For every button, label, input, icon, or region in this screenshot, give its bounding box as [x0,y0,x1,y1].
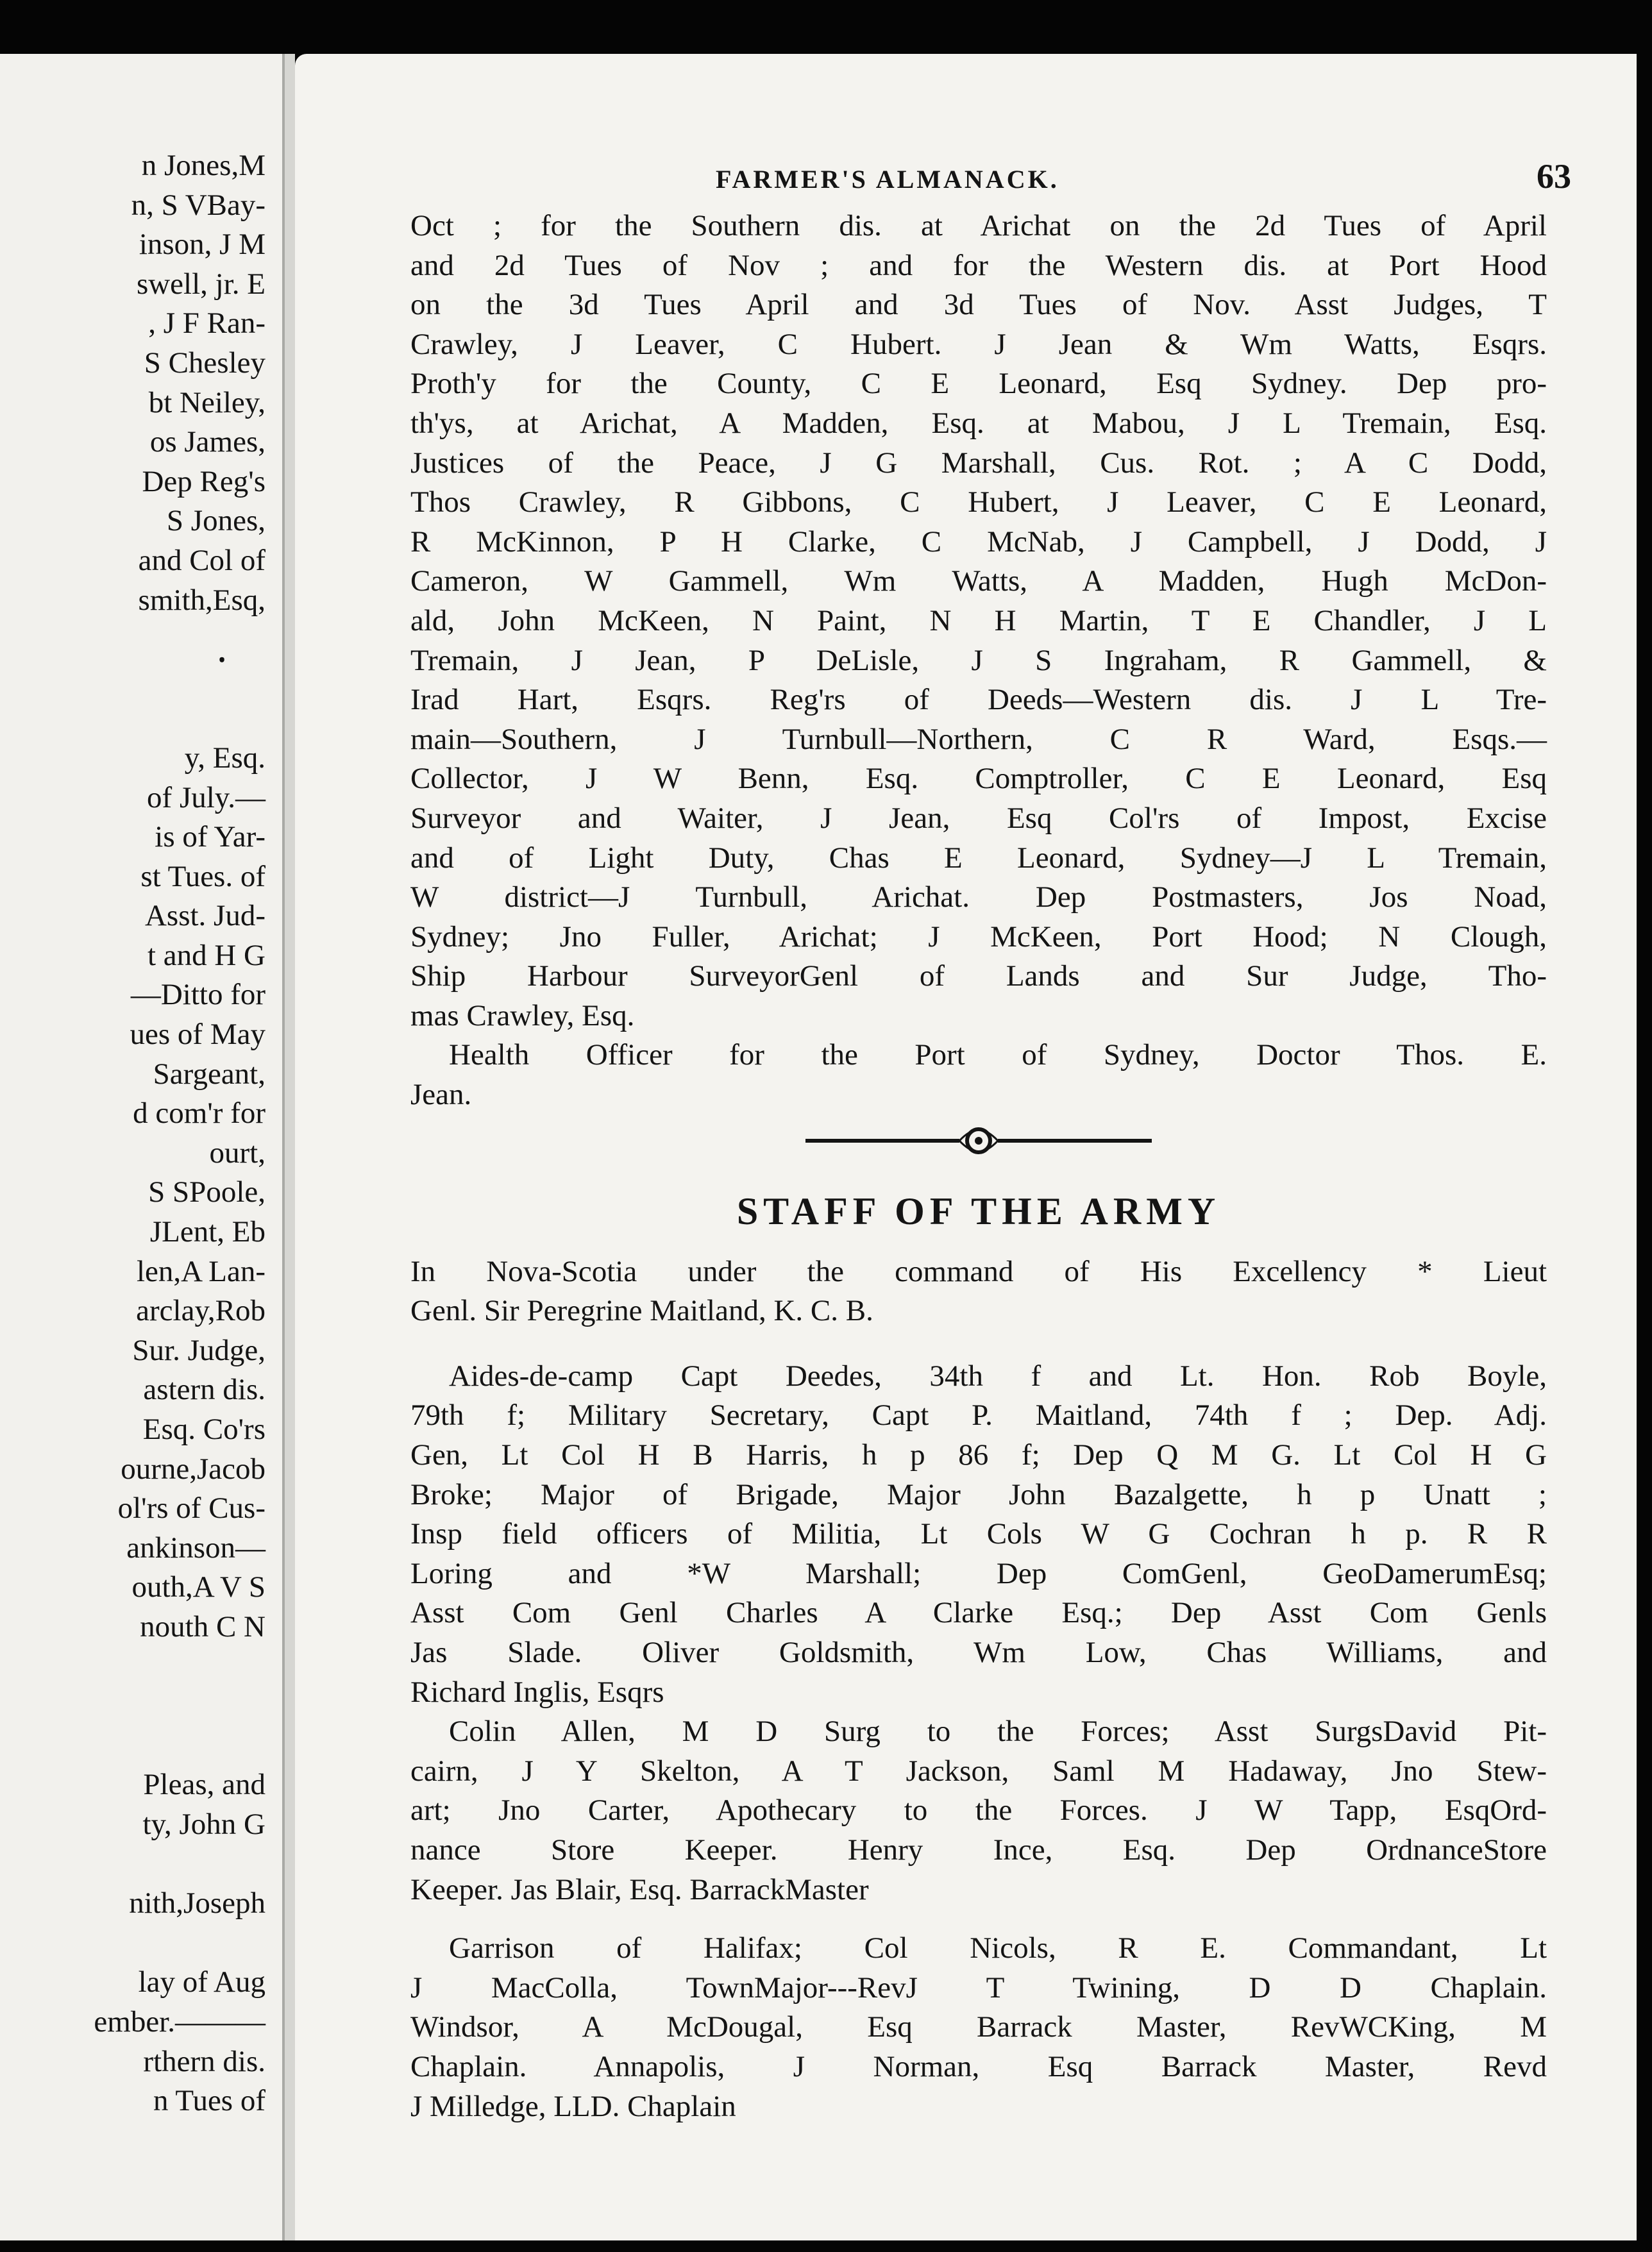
text-line: Irad Hart, Esqrs. Reg'rs of Deeds—Western dis. J L Tre- [410,683,1547,717]
previous-page-line: n, S VBay- [131,188,266,222]
previous-page-line: S Chesley [144,346,266,380]
previous-page-line: Dep Reg's [142,464,266,498]
text-line: Insp field officers of Militia, Lt Cols W G Cochran h p. R R [410,1517,1547,1551]
text-line: Colin Allen, M D Surg to the Forces; Asst SurgsDavid Pit- [449,1715,1547,1749]
text-line: Oct ; for the Southern dis. at Arichat on the 2d Tues of April [410,209,1547,242]
medical-ordnance-paragraph [410,1712,1547,1910]
previous-page-line: Esq. Co'rs [142,1413,266,1446]
previous-page-line [0,1845,266,1885]
text-line: and 2d Tues of Nov ; and for the Western dis. at Port Hood [410,248,1547,282]
page-body [410,206,1547,2126]
text-line: Asst Com Genl Charles A Clarke Esq.; Dep Asst Com Genls [410,1596,1547,1630]
text-line: Gen, Lt Col H B Harris, h p 86 f; Dep Q M G. Lt Col H G [410,1438,1547,1472]
previous-page-line: ty, John G [142,1807,266,1841]
text-line: Windsor, A McDougal, Esq Barrack Master, RevWCKing, M [410,2010,1547,2044]
text-line: mas Crawley, Esq. [410,998,635,1032]
text-line: W district—J Turnbull, Arichat. Dep Postmasters, Jos Noad, [410,880,1547,914]
previous-page-line: ues of May [130,1018,266,1052]
section-title: STAFF OF THE ARMY [736,1189,1221,1232]
text-line: Tremain, J Jean, P DeLisle, J S Ingraham, R Gammell, & [410,643,1547,677]
text-line: Thos Crawley, R Gibbons, C Hubert, J Leaver, C E Leonard, [410,485,1547,519]
previous-page-line: ol'rs of Cus- [117,1492,266,1525]
text-line: Sydney; Jno Fuller, Arichat; J McKeen, Port Hood; N Clough, [410,920,1547,954]
previous-page-line: bt Neiley, [148,385,266,419]
previous-page-line: ankinson— [126,1531,266,1565]
text-line: nance Store Keeper. Henry Ince, Esq. Dep OrdnanceStore [410,1833,1547,1867]
text-line: Health Officer for the Port of Sydney, Doctor Thos. E. [449,1038,1547,1072]
previous-page-line: os James, [149,425,266,459]
health-officer-paragraph [410,1036,1547,1114]
previous-page-line: d com'r for [133,1097,266,1130]
text-line: on the 3d Tues April and 3d Tues of Nov. Asst Judges, T [410,288,1547,322]
previous-page-line: astern dis. [143,1373,266,1407]
text-line: Crawley, J Leaver, C Hubert. J Jean & Wm Watts, Esqrs. [410,327,1547,361]
text-line: Loring and *W Marshall; Dep ComGenl, GeoDamerumEsq; [410,1556,1547,1590]
text-line: Broke; Major of Brigade, Major John Bazalgette, h p Unatt ; [410,1477,1547,1511]
previous-page-text [0,146,266,2121]
text-line: Collector, J W Benn, Esq. Comptroller, C E Leonard, Esq [410,762,1547,796]
previous-page-line: len,A Lan- [137,1254,266,1288]
text-line: Jean. [410,1078,472,1112]
text-line: cairn, J Y Skelton, A T Jackson, Saml M Hadaway, Jno Stew- [410,1754,1547,1788]
page-header [295,157,1637,203]
previous-page-line: smith,Esq, [138,583,266,617]
almanac-page [295,54,1637,2240]
previous-page-line: arclay,Rob [136,1294,266,1328]
previous-page-line: ourne,Jacob [121,1452,266,1486]
text-line: In Nova-Scotia under the command of His Excellency * Lieut [410,1254,1547,1288]
garrison-paragraph [410,1929,1547,2126]
previous-page-line: ourt, [209,1136,266,1170]
text-line: Chaplain. Annapolis, J Norman, Esq Barrack Master, Revd [410,2049,1547,2083]
previous-page-line: Sargeant, [153,1057,266,1091]
divider-ornament-icon [799,1122,1158,1160]
previous-page-line: Pleas, and [143,1768,266,1802]
text-line: ald, John McKeen, N Paint, N H Martin, T E Chandler, J L [410,603,1547,637]
previous-page-line: of July.— [147,780,266,814]
command-paragraph [410,1252,1547,1331]
running-head: FARMER'S ALMANACK. [716,165,1059,194]
previous-page-line [0,1924,266,1963]
previous-page-line: outh,A V S [131,1570,266,1604]
previous-page-line: S Jones, [166,504,266,538]
text-line: th'ys, at Arichat, A Madden, Esq. at Mabou, J L Tremain, Esq. [410,406,1547,440]
staff-paragraph [410,1357,1547,1712]
text-line: Keeper. Jas Blair, Esq. BarrackMaster [410,1872,869,1906]
text-line: and of Light Duty, Chas E Leonard, Sydney—J L Tremain, [410,841,1547,875]
previous-page-line: t and H G [147,938,266,972]
section-divider-ornament [410,1122,1547,1160]
previous-page-line: nouth C N [140,1609,266,1643]
text-line: Proth'y for the County, C E Leonard, Esq Sydney. Dep pro- [410,367,1547,401]
text-line: Surveyor and Waiter, J Jean, Esq Col'rs of Impost, Excise [410,801,1547,835]
text-line: main—Southern, J Turnbull—Northern, C R Ward, Esqs.— [410,722,1547,756]
text-line: Genl. Sir Peregrine Maitland, K. C. B. [410,1294,873,1328]
previous-page-line: swell, jr. E [136,267,266,301]
page-number: 63 [1537,157,1571,196]
previous-page-line [0,699,266,739]
previous-page-line: nith,Joseph [129,1886,266,1920]
previous-page-line: Sur. Judge, [132,1333,266,1367]
previous-page-line: is of Yar- [155,820,266,854]
previous-page-line [0,1686,266,1726]
text-line: R McKinnon, P H Clarke, C McNab, J Campbell, J Dodd, J [410,525,1547,559]
text-line: Jas Slade. Oliver Goldsmith, Wm Low, Chas Williams, and [410,1636,1547,1669]
previous-page [0,54,285,2240]
text-line: art; Jno Carter, Apothecary to the Forces. J W Tapp, EsqOrd- [410,1794,1547,1828]
previous-page-line: rthern dis. [143,2044,266,2078]
courts-paragraph [410,206,1547,1036]
text-line: Richard Inglis, Esqrs [410,1675,664,1709]
previous-page-line: st Tues. of [140,859,266,893]
text-line: J MacColla, TownMajor---RevJ T Twining, D D Chaplain. [410,1970,1547,2004]
text-line: Justices of the Peace, J G Marshall, Cus. Rot. ; A C Dodd, [410,446,1547,480]
previous-page-line: lay of Aug [138,1965,266,1999]
previous-page-line: —Ditto for [130,978,266,1012]
previous-page-line: S SPoole, [148,1175,266,1209]
previous-page-line: and Col of [138,543,266,577]
previous-page-line: ember.——— [94,2004,266,2038]
previous-page-line [0,1726,266,1766]
text-line: Aides-de-camp Capt Deedes, 34th f and Lt. Hon. Rob Boyle, [449,1359,1547,1393]
previous-page-line: , J F Ran- [148,307,266,340]
text-line: Garrison of Halifax; Col Nicols, R E. Commandant, Lt [449,1931,1547,1965]
text-line: Cameron, W Gammell, Wm Watts, A Madden, Hugh McDon- [410,564,1547,598]
text-line: Ship Harbour SurveyorGenl of Lands and Sur Judge, Tho- [410,959,1547,993]
previous-page-line: y, Esq. [184,741,266,775]
previous-page-line: n Tues of [153,2084,266,2118]
text-line: 79th f; Military Secretary, Capt P. Maitland, 74th f ; Dep. Adj. [410,1399,1547,1433]
text-line: J Milledge, LLD. Chaplain [410,2089,736,2123]
previous-page-line: JLent, Eb [149,1215,266,1249]
previous-page-line: inson, J M [139,228,266,262]
previous-page-line [0,1647,266,1687]
previous-page-line: Asst. Jud- [144,899,266,933]
previous-page-line: n Jones,M [141,149,266,182]
spine-mark: ⸱ [217,639,228,682]
